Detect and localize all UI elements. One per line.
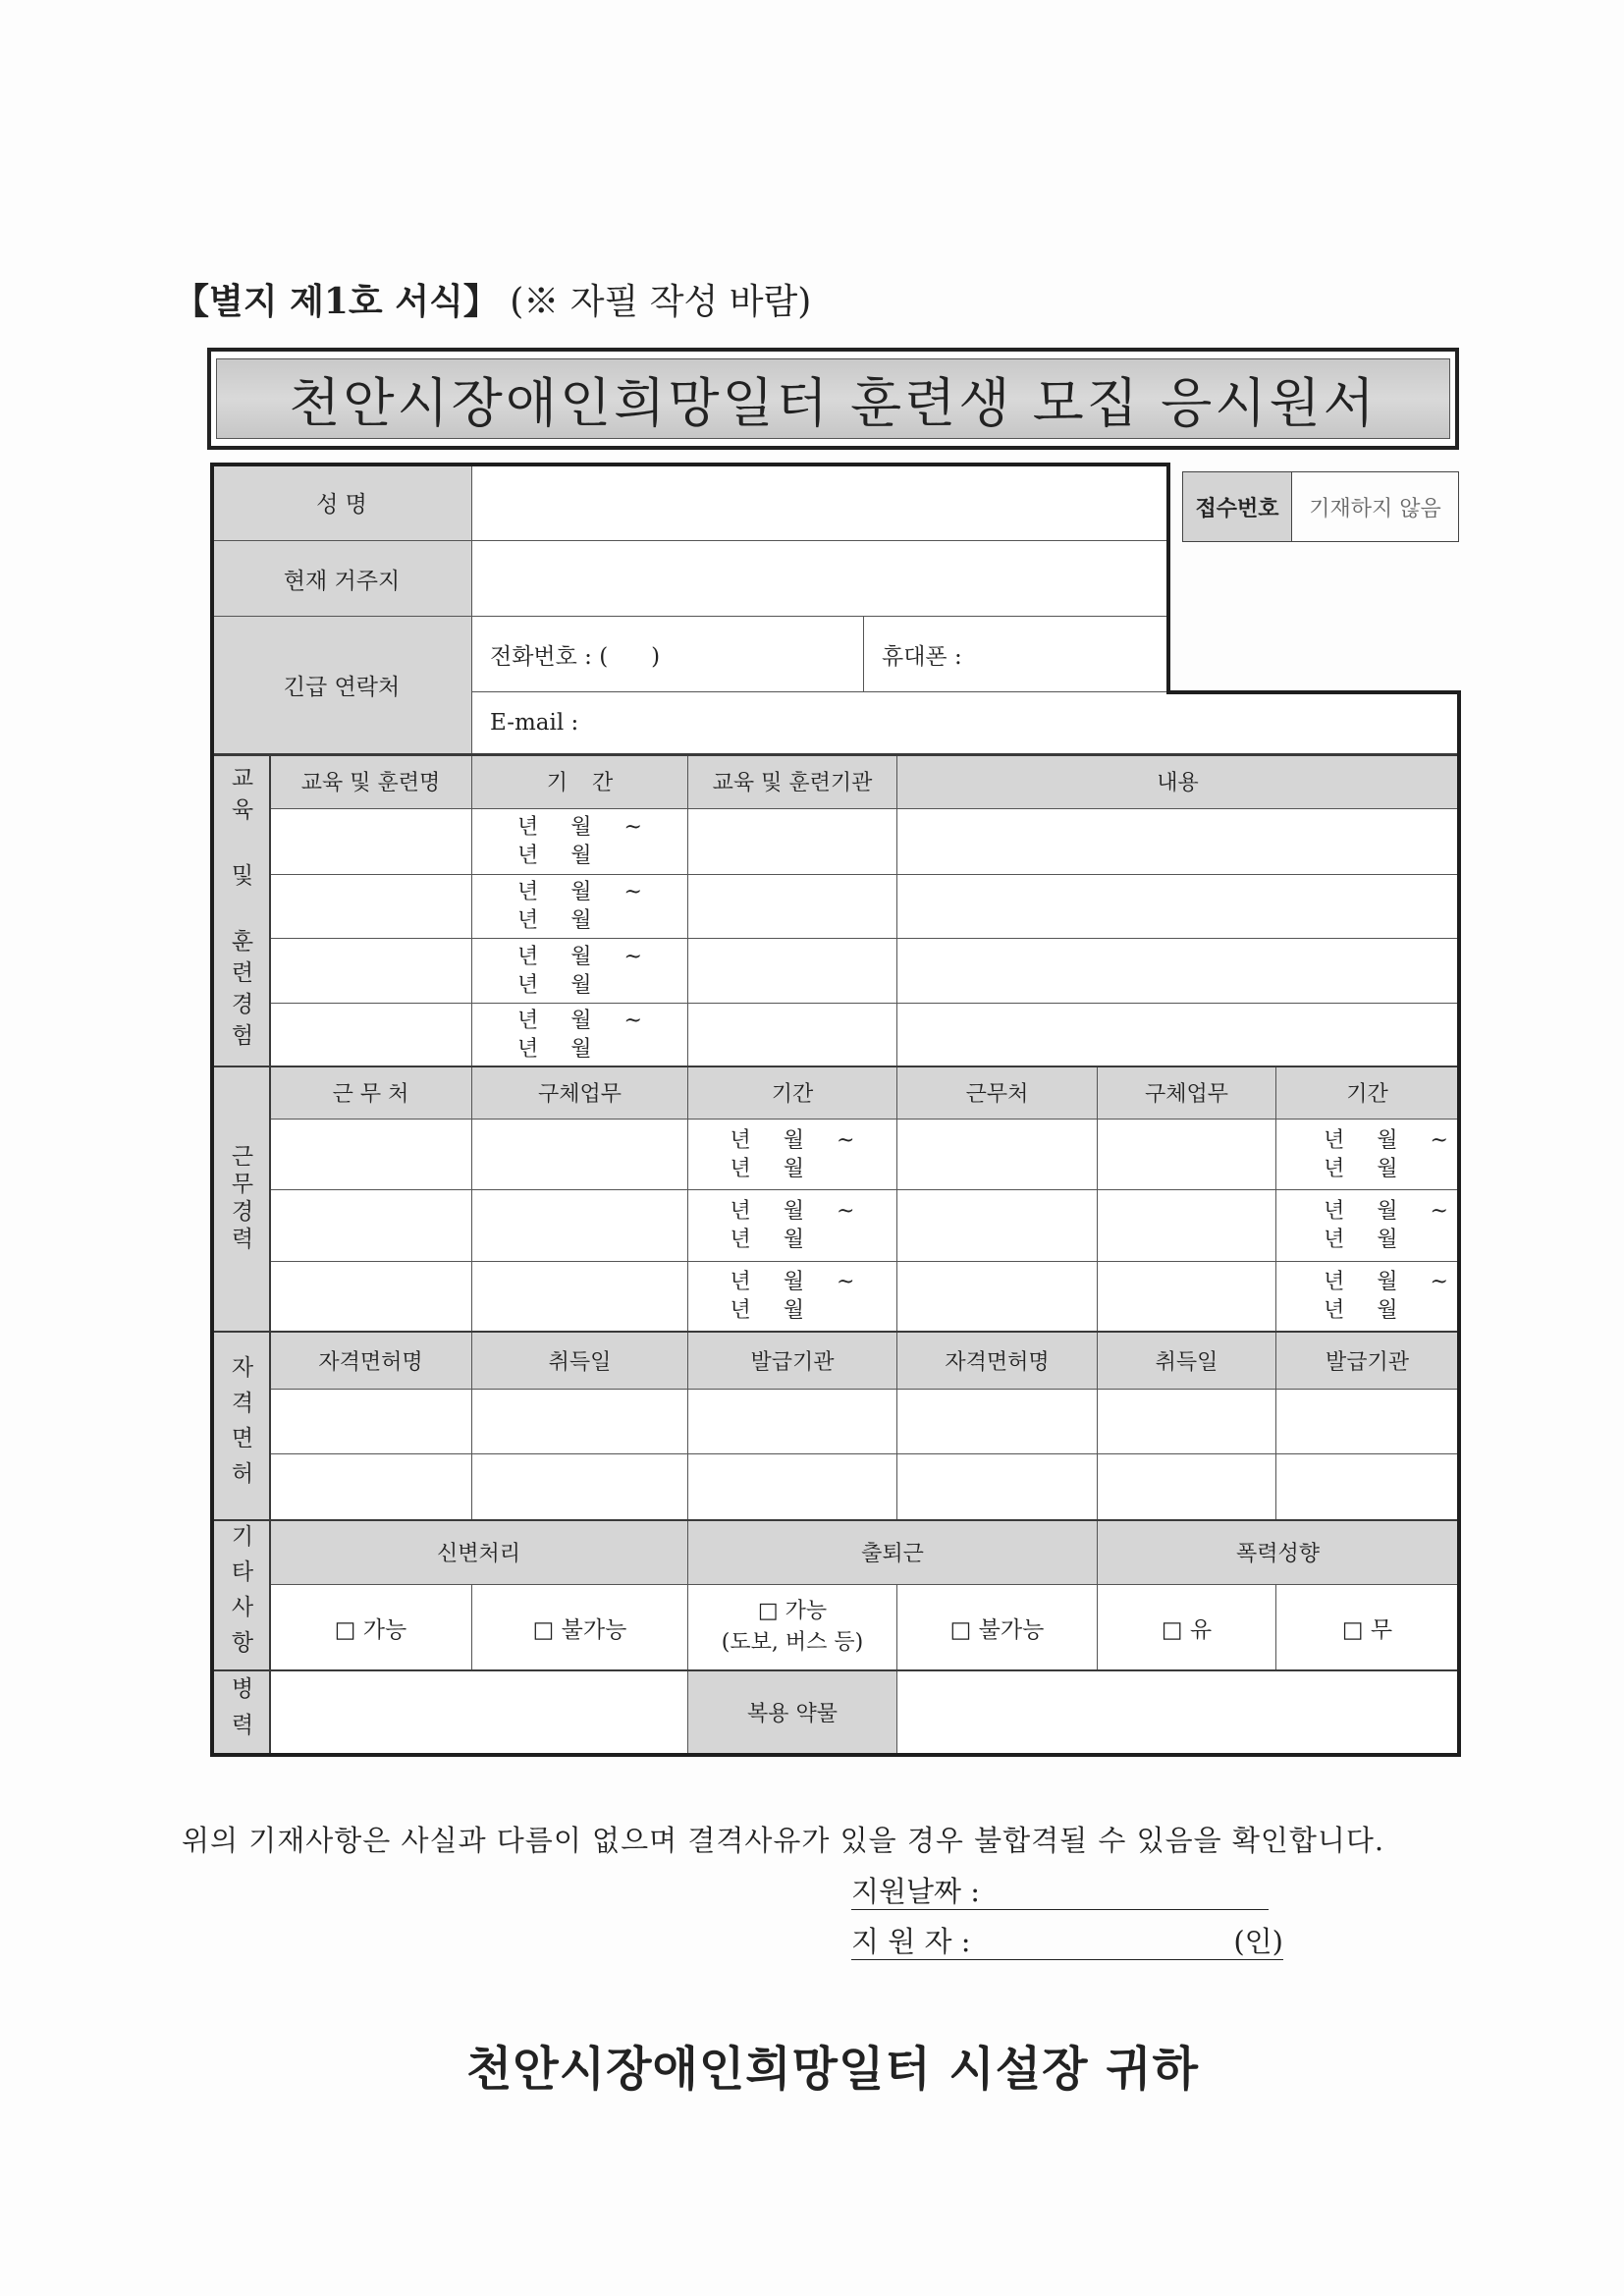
period-from: 년 월 ~ [517, 880, 642, 904]
work-period-cell [688, 1190, 897, 1262]
name-label: 성 명 [212, 465, 472, 541]
misc-header-violence: 폭력성향 [1098, 1520, 1459, 1585]
side-column-divider [269, 754, 271, 1755]
education-period-cell [472, 875, 688, 939]
period-text [731, 1268, 855, 1325]
work-workplace-cell [897, 1120, 1098, 1190]
email-field: E-mail : [472, 692, 1459, 754]
work-workplace-cell [270, 1190, 472, 1262]
work-duty-cell [1098, 1262, 1276, 1332]
education-name-cell [270, 939, 472, 1004]
qualification-section-label [212, 1332, 270, 1520]
period-from: 년 월 ~ [730, 1199, 855, 1224]
qualification-section-text: 자격면허 [227, 1354, 253, 1497]
address-field [472, 541, 1168, 617]
work-header-duty: 구체업무 [472, 1066, 688, 1120]
education-header-period: 기 간 [472, 754, 688, 809]
confirmation-statement: 위의 기재사항은 사실과 다름이 없으며 결격사유가 있을 경우 불합격될 수 있음을 확인합니다. [182, 1824, 1385, 1857]
education-content-cell [897, 875, 1459, 939]
qualification-header-name-2: 자격면허명 [897, 1332, 1098, 1390]
form-number: 【별지 제1호 서식】 [174, 281, 499, 322]
commute-note: (도보, 버스 등) [721, 1630, 864, 1655]
education-section-text: 교육 및 훈련경험 [227, 765, 253, 1055]
outer-border-right-upper [1166, 463, 1170, 694]
education-content-cell [897, 939, 1459, 1004]
commute-possible-option [688, 1585, 897, 1670]
work-workplace-cell [270, 1262, 472, 1332]
qualification-cell [688, 1390, 897, 1454]
education-name-cell [270, 809, 472, 875]
qualification-header-issuer-2: 발급기관 [1276, 1332, 1459, 1390]
work-section-text: 근무경력 [227, 1143, 253, 1254]
addressee: 천안시장애인희망일터 시설장 귀하 [466, 2042, 1199, 2097]
qualification-cell [1276, 1390, 1459, 1454]
qualification-cell [897, 1390, 1098, 1454]
work-period-cell [688, 1262, 897, 1332]
education-content-cell [897, 809, 1459, 875]
qualification-cell [1276, 1454, 1459, 1520]
outer-border-step [1166, 690, 1461, 694]
medical-section-text: 병력 [227, 1675, 253, 1749]
period-from: 년 월 ~ [1324, 1270, 1448, 1294]
qualification-header-date-2: 취득일 [1098, 1332, 1276, 1390]
section-divider [212, 1066, 1459, 1067]
education-header-institution: 교육 및 훈련기관 [688, 754, 897, 809]
qualification-cell [472, 1390, 688, 1454]
period-text [517, 1007, 642, 1064]
work-period-cell [1276, 1262, 1459, 1332]
qualification-header-issuer: 발급기관 [688, 1332, 897, 1390]
education-period-cell [472, 809, 688, 875]
period-from: 년 월 ~ [517, 815, 642, 840]
work-header-period-2: 기간 [1276, 1066, 1459, 1120]
work-duty-cell [472, 1262, 688, 1332]
education-period-cell [472, 1004, 688, 1066]
period-text [517, 943, 642, 1000]
period-to: 년 월 [517, 1036, 592, 1062]
period-to: 년 월 [730, 1156, 805, 1181]
period-text [1324, 1197, 1448, 1254]
work-header-duty-2: 구체업무 [1098, 1066, 1276, 1120]
work-header-workplace: 근 무 처 [270, 1066, 472, 1120]
page-title: 천안시장애인희망일터 훈련생 모집 응시원서 [216, 358, 1450, 439]
qualification-cell [1098, 1390, 1276, 1454]
commute-possible-label: □ 가능 [757, 1599, 828, 1623]
work-duty-cell [1098, 1120, 1276, 1190]
personal-care-impossible-option: □ 불가능 [472, 1585, 688, 1670]
application-date-line [851, 1870, 1269, 1910]
misc-header-personal-care: 신변처리 [270, 1520, 688, 1585]
qualification-cell [897, 1454, 1098, 1520]
phone-field: 전화번호 : ( ) [472, 617, 864, 692]
applicant-signature-line [851, 1920, 1283, 1960]
qualification-cell [1098, 1454, 1276, 1520]
period-to: 년 월 [730, 1228, 805, 1252]
period-from: 년 월 ~ [730, 1270, 855, 1294]
misc-header-commute: 출퇴근 [688, 1520, 1098, 1585]
section-divider [212, 1669, 1459, 1671]
work-section-label [212, 1066, 270, 1332]
period-text [1324, 1268, 1448, 1325]
period-to: 년 월 [1324, 1298, 1398, 1323]
period-text [1324, 1126, 1448, 1183]
medication-label: 복용 약물 [688, 1670, 897, 1755]
education-content-cell [897, 1004, 1459, 1066]
work-workplace-cell [897, 1190, 1098, 1262]
period-text [517, 878, 642, 935]
period-from: 년 월 ~ [517, 1008, 642, 1033]
education-name-cell [270, 1004, 472, 1066]
receipt-number-value: 기재하지 않음 [1309, 496, 1441, 521]
education-institution-cell [688, 939, 897, 1004]
period-to: 년 월 [517, 844, 592, 868]
period-text [517, 813, 642, 870]
qualification-cell [472, 1454, 688, 1520]
period-to: 년 월 [1324, 1156, 1398, 1181]
form-header [174, 278, 811, 326]
address-label: 현재 거주지 [212, 541, 472, 617]
misc-section-text: 기타사항 [227, 1524, 253, 1666]
period-to: 년 월 [517, 908, 592, 933]
period-from: 년 월 ~ [1324, 1199, 1448, 1224]
work-duty-cell [1098, 1190, 1276, 1262]
qualification-header-name: 자격면허명 [270, 1332, 472, 1390]
work-period-cell [688, 1120, 897, 1190]
education-header-name: 교육 및 훈련명 [270, 754, 472, 809]
outer-border-top [210, 463, 1170, 466]
period-from: 년 월 ~ [730, 1127, 855, 1153]
education-institution-cell [688, 1004, 897, 1066]
title-box [207, 348, 1459, 450]
period-from: 년 월 ~ [1324, 1127, 1448, 1153]
name-field [472, 465, 1168, 541]
work-header-workplace-2: 근무처 [897, 1066, 1098, 1120]
section-divider [212, 753, 1459, 756]
medical-history-field [270, 1670, 688, 1755]
section-divider [212, 1519, 1459, 1521]
application-date-label: 지원날짜 : [851, 1875, 981, 1908]
qualification-header-date: 취득일 [472, 1332, 688, 1390]
seal-mark: (인) [1233, 1925, 1283, 1958]
outer-border-right [1457, 690, 1461, 1757]
work-header-period: 기간 [688, 1066, 897, 1120]
period-to: 년 월 [517, 972, 592, 998]
work-period-cell [1276, 1120, 1459, 1190]
work-period-cell [1276, 1190, 1459, 1262]
violence-no-option: □ 무 [1276, 1585, 1459, 1670]
period-text [731, 1197, 855, 1254]
receipt-number-label: 접수번호 [1183, 472, 1292, 541]
period-to: 년 월 [1324, 1228, 1398, 1252]
application-table [212, 465, 1459, 1755]
emergency-contact-label: 긴급 연락처 [212, 617, 472, 754]
work-workplace-cell [897, 1262, 1098, 1332]
outer-border-bottom [210, 1753, 1461, 1757]
work-duty-cell [472, 1120, 688, 1190]
handwriting-note: (※ 자필 작성 바람) [510, 282, 812, 322]
mobile-field: 휴대폰 : [864, 617, 1168, 692]
outer-border-left [210, 463, 214, 1757]
education-period-cell [472, 939, 688, 1004]
period-text [731, 1126, 855, 1183]
qualification-cell [270, 1454, 472, 1520]
education-header-content: 내용 [897, 754, 1459, 809]
qualification-cell [688, 1454, 897, 1520]
education-section-label [212, 754, 270, 1066]
violence-yes-option: □ 유 [1098, 1585, 1276, 1670]
commute-impossible-option: □ 불가능 [897, 1585, 1098, 1670]
education-name-cell [270, 875, 472, 939]
misc-section-label [212, 1520, 270, 1670]
period-from: 년 월 ~ [517, 944, 642, 969]
medication-field [897, 1670, 1459, 1755]
education-institution-cell [688, 809, 897, 875]
section-divider [212, 1331, 1459, 1333]
work-workplace-cell [270, 1120, 472, 1190]
qualification-cell [270, 1390, 472, 1454]
education-institution-cell [688, 875, 897, 939]
medical-section-label [212, 1670, 270, 1755]
work-duty-cell [472, 1190, 688, 1262]
personal-care-possible-option: □ 가능 [270, 1585, 472, 1670]
applicant-label: 지 원 자 : [851, 1925, 971, 1958]
period-to: 년 월 [730, 1298, 805, 1323]
